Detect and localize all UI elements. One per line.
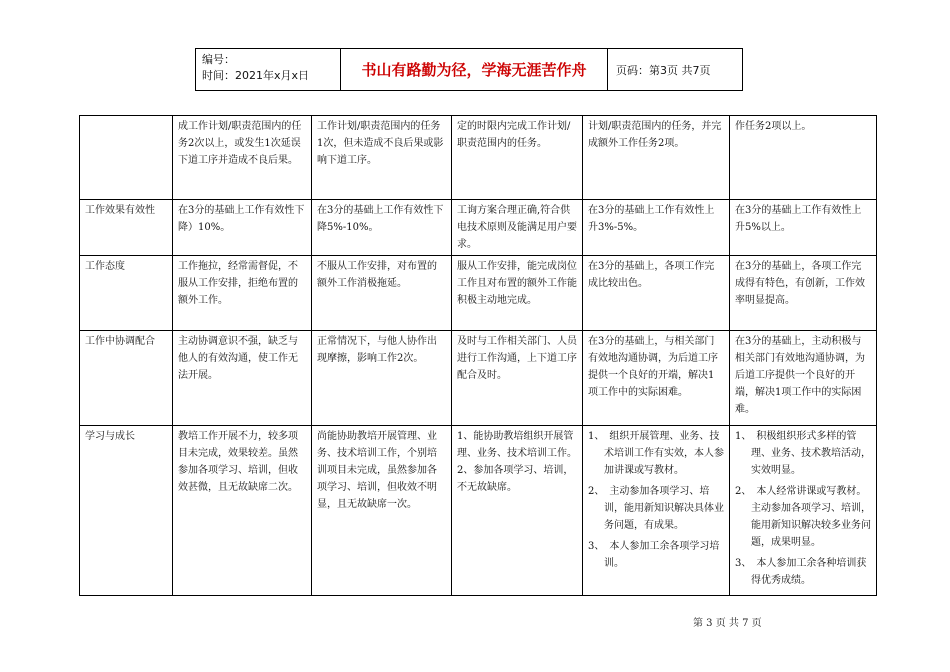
table-cell: 工询方案合理正确,符合供电技术原则及能满足用户要求。 <box>452 200 583 256</box>
numbered-list <box>588 428 724 572</box>
table-cell <box>583 426 730 596</box>
list-item: 3、 本人参加工余各项学习培训。 <box>588 541 720 569</box>
header-page-number: 页码：第3页 共7页 <box>616 63 711 77</box>
table-cell: 在3分的基础上，主动积极与相关部门有效地沟通协调，为后道工序提供一个良好的开端，解决1项工作中的实际困难。 <box>730 331 877 426</box>
table-cell: 服从工作安排，能完成岗位工作且对布置的额外工作能积极主动地完成。 <box>452 256 583 331</box>
table-cell: 正常情况下，与他人协作出现摩擦，影响工作2次。 <box>312 331 452 426</box>
header-motto: 书山有路勤为径，学海无涯苦作舟 <box>341 49 608 90</box>
list-item: 3、 本人参加工余各种培训获得优秀成绩。 <box>735 558 867 586</box>
row-label: 学习与成长 <box>80 426 173 596</box>
table-cell: 1、能协助教培组织开展管理、业务、技术培训工作。2、参加各项学习、培训，不无故缺席。 <box>452 426 583 596</box>
table-cell: 在3分的基础上工作有效性上升5%以上。 <box>730 200 877 256</box>
table-row <box>80 116 877 200</box>
table-cell: 在3分的基础上，各项工作完成比较出色。 <box>583 256 730 331</box>
page-footer: 第 3 页 共 7 页 <box>693 618 762 629</box>
table-cell: 成工作计划/职责范围内的任务2次以上，或发生1次延误下道工序并造成不良后果。 <box>173 116 312 200</box>
list-item: 1、 积极组织形式多样的管理、业务、技术教培活动，实效明显。 <box>735 431 871 476</box>
row-label: 工作效果有效性 <box>80 200 173 256</box>
table-row <box>80 331 877 426</box>
table-cell: 及时与工作相关部门、人员进行工作沟通，上下道工序配合及时。 <box>452 331 583 426</box>
table-cell: 计划/职责范围内的任务，并完成额外工作任务2项。 <box>583 116 730 200</box>
table-cell: 教培工作开展不力，较多项目未完成，效果较差。虽然参加各项学习、培训，但收效甚微，且无故缺席二次。 <box>173 426 312 596</box>
table-cell: 在3分的基础上工作有效性下降5%-10%。 <box>312 200 452 256</box>
table-cell: 工作拖拉，经常需督促，不服从工作安排，拒绝布置的额外工作。 <box>173 256 312 331</box>
table-cell: 尚能协助教培开展管理、业务、技术培训工作，个别培训项目未完成，虽然参加各项学习、培训，但收效不明显，且无故缺席一次。 <box>312 426 452 596</box>
table-cell: 在3分的基础上工作有效性下降）10%。 <box>173 200 312 256</box>
code-label: 编号： <box>202 53 235 66</box>
table-row <box>80 426 877 596</box>
table-cell: 不服从工作安排，对布置的额外工作消极拖延。 <box>312 256 452 331</box>
table-row <box>80 256 877 331</box>
table-cell: 作任务2项以上。 <box>730 116 877 200</box>
table-cell: 在3分的基础上，各项工作完成得有特色，有创新，工作效率明显提高。 <box>730 256 877 331</box>
table-row <box>80 200 877 256</box>
row-label: 工作中协调配合 <box>80 331 173 426</box>
table-cell: 在3分的基础上工作有效性上升3%-5%。 <box>583 200 730 256</box>
table-cell: 主动协调意识不强，缺乏与他人的有效沟通，使工作无法开展。 <box>173 331 312 426</box>
page-header <box>195 48 743 91</box>
time-label: 时间：2021年x月x日 <box>202 69 310 82</box>
row-label <box>80 116 173 200</box>
numbered-list <box>735 428 871 589</box>
table-cell: 定的时限内完成工作计划/职责范围内的任务。 <box>452 116 583 200</box>
table-cell: 工作计划/职责范围内的任务1次，但未造成不良后果或影响下道工序。 <box>312 116 452 200</box>
table-cell: 在3分的基础上，与相关部门有效地沟通协调，为后道工序提供一个良好的开端，解决1项工作中的实际困难。 <box>583 331 730 426</box>
evaluation-table <box>79 115 877 596</box>
table-cell <box>730 426 877 596</box>
list-item: 1、 组织开展管理、业务、技术培训工作有实效，本人参加讲课或写教材。 <box>588 431 724 476</box>
row-label: 工作态度 <box>80 256 173 331</box>
header-meta <box>196 49 341 90</box>
list-item: 2、 本人经常讲课或写教材。主动参加各项学习、培训，能用新知识解决较多业务问题，成果明显。 <box>735 486 871 548</box>
list-item: 2、 主动参加各项学习、培训，能用新知识解决具体业务问题，有成果。 <box>588 486 724 531</box>
